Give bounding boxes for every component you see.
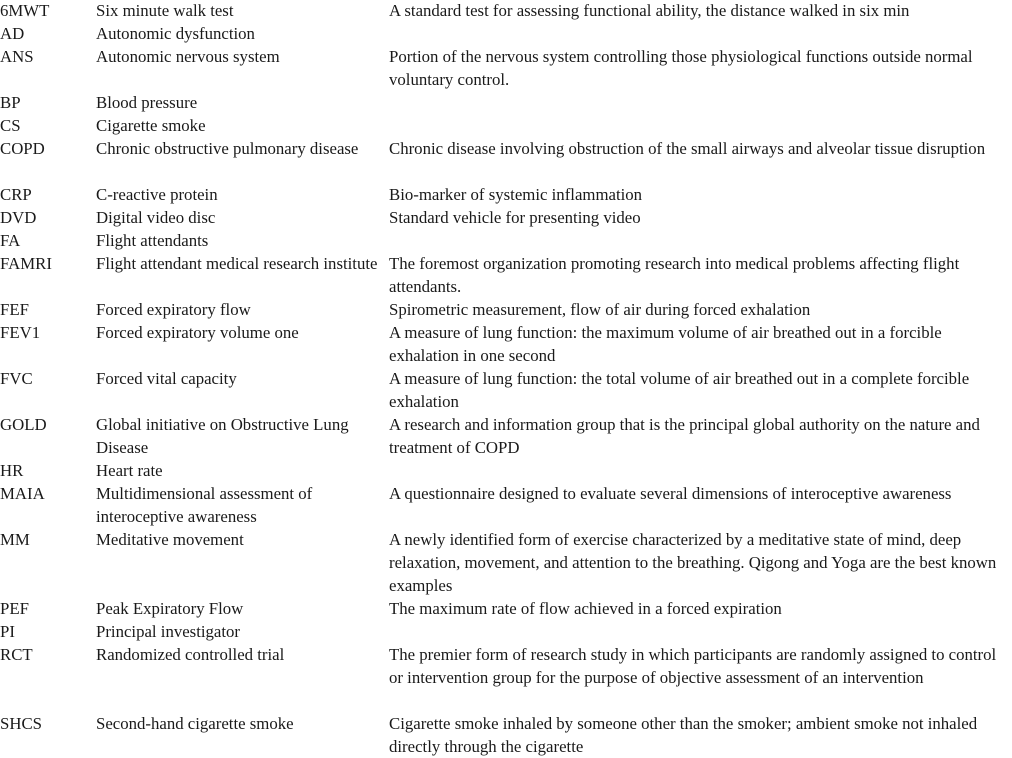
- glossary-row: [0, 597, 1012, 620]
- abbreviation: CRP: [0, 185, 32, 204]
- abbreviation: GOLD: [0, 415, 47, 434]
- term: Flight attendants: [96, 231, 209, 250]
- term: Forced vital capacity: [96, 369, 237, 388]
- glossary-row: [0, 114, 1012, 137]
- term: Meditative movement: [96, 530, 244, 549]
- glossary-row: [0, 91, 1012, 114]
- term: Peak Expiratory Flow: [96, 599, 244, 618]
- definition: A research and information group that is the principal global authority on the nature and treatment of COPD: [389, 415, 980, 457]
- glossary-row: [0, 45, 1012, 91]
- term: Blood pressure: [96, 93, 198, 112]
- term: Global initiative on Obstructive Lung Disease: [96, 415, 349, 457]
- abbreviation: MAIA: [0, 484, 45, 503]
- definition: A measure of lung function: the maximum volume of air breathed out in a forcible exhalation in one second: [389, 323, 942, 365]
- glossary-row: [0, 137, 1012, 183]
- abbreviation: FAMRI: [0, 254, 52, 273]
- glossary-row: [0, 229, 1012, 252]
- glossary-row: [0, 183, 1012, 206]
- glossary-row: [0, 298, 1012, 321]
- term: Heart rate: [96, 461, 163, 480]
- glossary-row: [0, 459, 1012, 482]
- term: C-reactive protein: [96, 185, 218, 204]
- definition: The premier form of research study in which participants are randomly assigned to control or intervention group for the purpose of objective assessment of an intervention: [389, 645, 997, 687]
- abbreviation: RCT: [0, 645, 33, 664]
- definition: A standard test for assessing functional ability, the distance walked in six min: [389, 1, 910, 20]
- abbreviation: AD: [0, 24, 25, 43]
- term: Six minute walk test: [96, 1, 234, 20]
- definition: The foremost organization promoting research into medical problems affecting flight attendants.: [389, 254, 960, 296]
- term: Digital video disc: [96, 208, 216, 227]
- abbreviation: FVC: [0, 369, 33, 388]
- term: Cigarette smoke: [96, 116, 206, 135]
- definition: A measure of lung function: the total volume of air breathed out in a complete forcible exhalation: [389, 369, 970, 411]
- glossary-row: [0, 413, 1012, 459]
- term: Autonomic nervous system: [96, 47, 280, 66]
- glossary-row: [0, 643, 1012, 712]
- abbreviation: CS: [0, 116, 21, 135]
- term: Autonomic dysfunction: [96, 24, 255, 43]
- definition: Portion of the nervous system controlling those physiological functions outside normal voluntary control.: [389, 47, 973, 89]
- term: Randomized controlled trial: [96, 645, 285, 664]
- glossary-row: [0, 0, 1012, 22]
- abbreviation: HR: [0, 461, 24, 480]
- glossary-row: [0, 712, 1012, 758]
- definition: Bio-marker of systemic inflammation: [389, 185, 643, 204]
- term: Forced expiratory volume one: [96, 323, 299, 342]
- definition: Chronic disease involving obstruction of the small airways and alveolar tissue disruption: [389, 139, 986, 158]
- glossary-row: [0, 620, 1012, 643]
- definition: A questionnaire designed to evaluate several dimensions of interoceptive awareness: [389, 484, 952, 503]
- abbreviation: 6MWT: [0, 1, 50, 20]
- glossary-row: [0, 482, 1012, 528]
- definition: A newly identified form of exercise characterized by a meditative state of mind, deep relaxation, movement, and attention to the breathing. Qigong and Yoga are the best known examples: [389, 530, 997, 595]
- abbreviation: PI: [0, 622, 15, 641]
- glossary-row: [0, 22, 1012, 45]
- glossary-row: [0, 321, 1012, 367]
- abbreviation: DVD: [0, 208, 37, 227]
- term: Second-hand cigarette smoke: [96, 714, 294, 733]
- abbreviation: SHCS: [0, 714, 42, 733]
- abbreviation: BP: [0, 93, 21, 112]
- term: Chronic obstructive pulmonary disease: [96, 139, 359, 158]
- abbreviation: COPD: [0, 139, 45, 158]
- definition: Spirometric measurement, flow of air during forced exhalation: [389, 300, 811, 319]
- glossary-row: [0, 367, 1012, 413]
- glossary-row: [0, 252, 1012, 298]
- abbreviation: MM: [0, 530, 30, 549]
- abbreviation: ANS: [0, 47, 34, 66]
- term: Flight attendant medical research institute: [96, 254, 378, 273]
- term: Multidimensional assessment of interoceptive awareness: [96, 484, 313, 526]
- glossary-row: [0, 206, 1012, 229]
- definition: The maximum rate of flow achieved in a forced expiration: [389, 599, 782, 618]
- term: Forced expiratory flow: [96, 300, 251, 319]
- abbreviation: FEV1: [0, 323, 41, 342]
- abbreviation: FA: [0, 231, 21, 250]
- abbreviation: FEF: [0, 300, 29, 319]
- definition: Standard vehicle for presenting video: [389, 208, 641, 227]
- definition: Cigarette smoke inhaled by someone other than the smoker; ambient smoke not inhaled directly through the cigarette: [389, 714, 978, 756]
- term: Principal investigator: [96, 622, 241, 641]
- abbreviation: PEF: [0, 599, 29, 618]
- glossary-row: [0, 528, 1012, 597]
